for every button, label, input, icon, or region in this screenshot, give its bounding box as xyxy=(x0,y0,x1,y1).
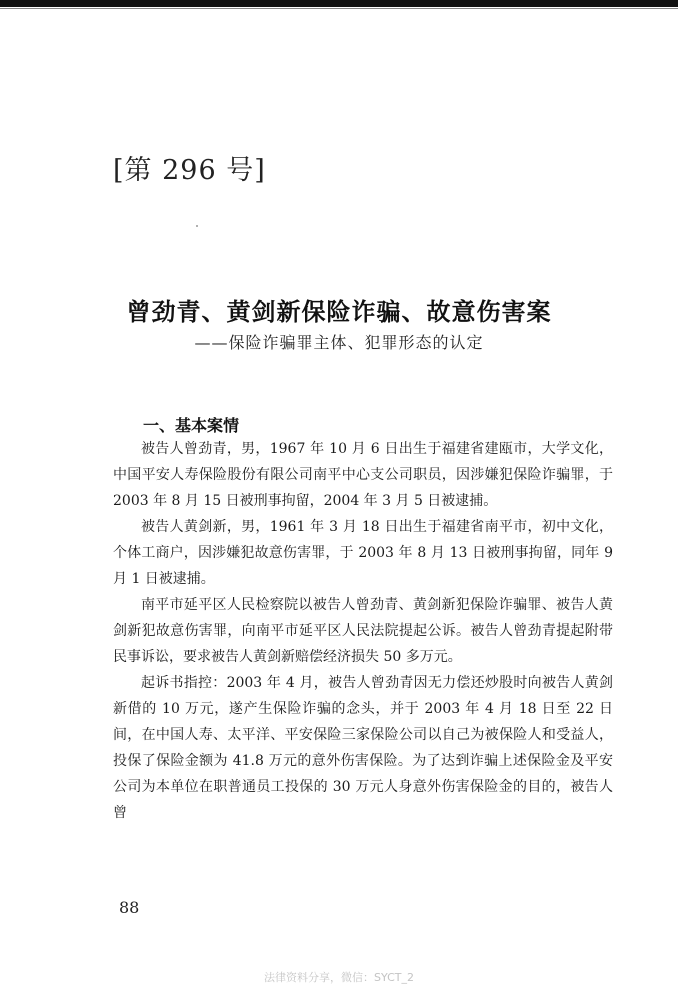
section-heading: 一、基本案情 xyxy=(143,416,240,435)
top-border-rule xyxy=(0,0,678,7)
watermark: 法律资料分享，微信：SYCT_2 xyxy=(264,971,414,984)
case-title: 曾劲青、黄剑新保险诈骗、故意伤害案 xyxy=(126,297,552,326)
top-border-thin-rule xyxy=(0,8,678,9)
page-number: 88 xyxy=(119,898,140,917)
paragraph: 南平市延平区人民检察院以被告人曾劲青、黄剑新犯保险诈骗罪、被告人黄剑新犯故意伤害罪，向南平市延平区人民法院提起公诉。被告人曾劲青提起附带民事诉讼，要求被告人黄剑新赔偿经济损失 50 多万元。 xyxy=(113,597,613,665)
body-text xyxy=(113,436,613,826)
case-subtitle: ——保险诈骗罪主体、犯罪形态的认定 xyxy=(194,333,484,352)
paragraph: 被告人黄剑新，男，1961 年 3 月 18 日出生于福建省南平市，初中文化，个体工商户，因涉嫌犯故意伤害罪，于 2003 年 8 月 13 日被刑事拘留，同年 9 月 1 日被逮捕。 xyxy=(113,519,613,587)
scan-speck xyxy=(196,225,198,227)
case-number: [第 296 号] xyxy=(113,155,266,186)
paragraph: 起诉书指控：2003 年 4 月，被告人曾劲青因无力偿还炒股时向被告人黄剑新借的 10 万元，遂产生保险诈骗的念头，并于 2003 年 4 月 18 日至 22 日间，在中国人寿、太平洋、平安保险三家保险公司以自己为被保险人和受益人，投保了保险金额为 41.8 万元的意外伤害保险。为了达到诈骗上述保险金及平安公司为本单位在职普通员工投保的 30 万元人身意外伤害保险金的目的，被告人曾 xyxy=(113,675,613,821)
paragraph: 被告人曾劲青，男，1967 年 10 月 6 日出生于福建省建瓯市，大学文化，中国平安人寿保险股份有限公司南平中心支公司职员，因涉嫌犯保险诈骗罪，于 2003 年 8 月 15 日被刑事拘留，2004 年 3 月 5 日被逮捕。 xyxy=(113,441,613,509)
